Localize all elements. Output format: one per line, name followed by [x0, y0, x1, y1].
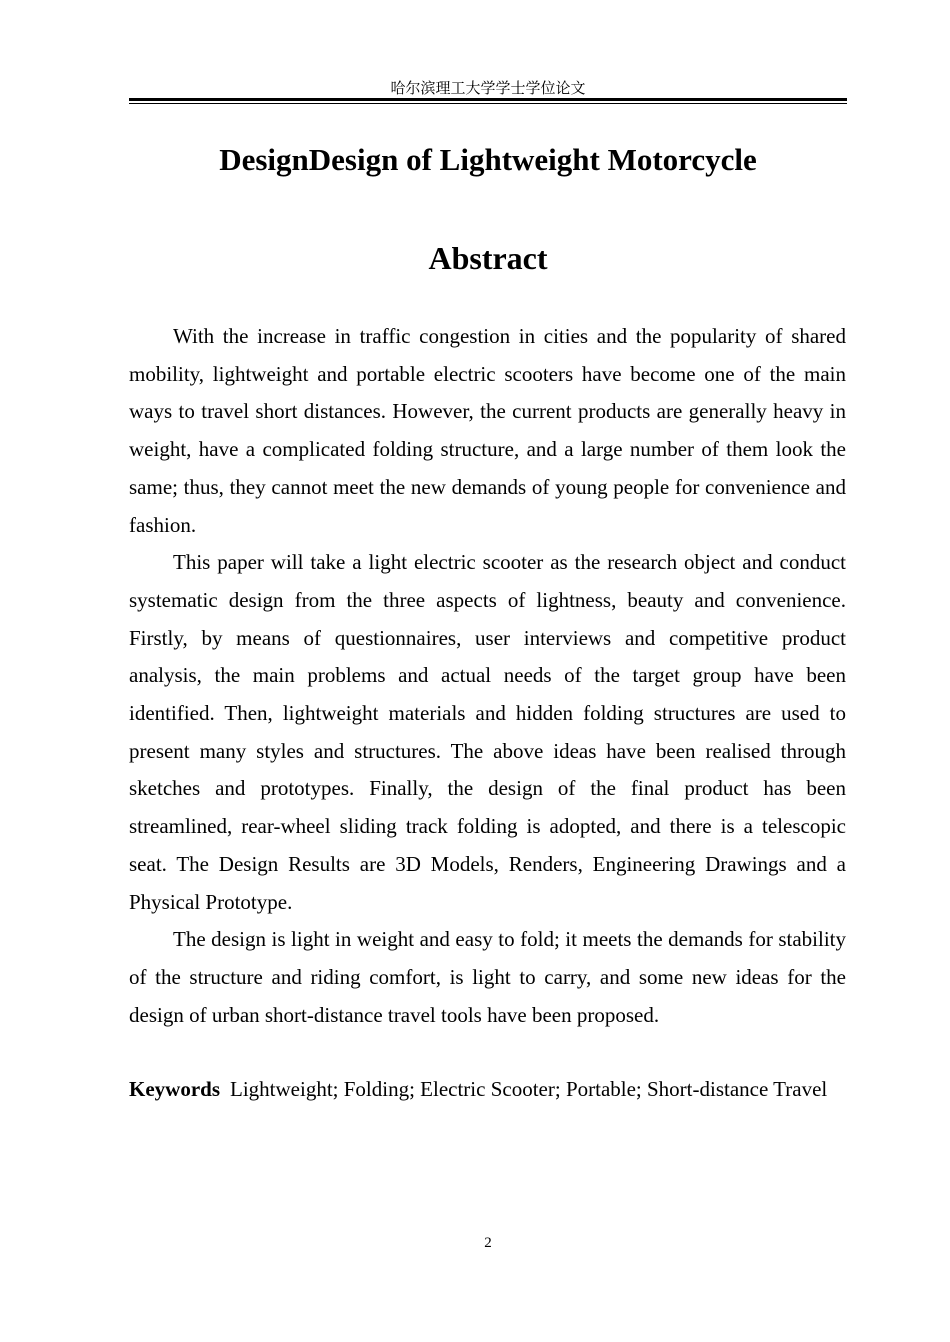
page-number: 2 [484, 1235, 492, 1251]
abstract-paragraph-1: With the increase in traffic congestion in cities and the popularity of shared mobility, lightweight and portable electric scooters have become one of the main ways to travel short distances. However, the current products are generally heavy in weight, have a complicated folding structure, and a large number of them look the same; thus, they cannot meet the new demands of young people for convenience and fashion. [129, 324, 846, 537]
abstract-heading: Abstract [428, 240, 548, 276]
document-title: DesignDesign of Lightweight Motorcycle [219, 142, 757, 177]
keywords-label: Keywords [129, 1077, 220, 1101]
page-header: 哈尔滨理工大学学士学位论文 [390, 79, 586, 97]
keywords-line [129, 1071, 846, 1109]
abstract-body [129, 318, 846, 1034]
header-rule-thin [129, 103, 847, 104]
header-rule-thick [129, 98, 847, 101]
keywords-text: Lightweight; Folding; Electric Scooter; Portable; Short-distance Travel [230, 1077, 828, 1101]
abstract-paragraph-2: This paper will take a light electric scooter as the research object and conduct systematic design from the three aspects of lightness, beauty and convenience. Firstly, by means of questionnaires, user interviews and competitive product analysis, the main problems and actual needs of the target group have been identified. Then, lightweight materials and hidden folding structures are used to present many styles and structures. The above ideas have been realised through sketches and prototypes. Finally, the design of the final product has been streamlined, rear-wheel sliding track folding is adopted, and there is a telescopic seat. The Design Results are 3D Models, Renders, Engineering Drawings and a Physical Prototype. [129, 550, 846, 914]
abstract-paragraph-3: The design is light in weight and easy to fold; it meets the demands for stability of the structure and riding comfort, is light to carry, and some new ideas for the design of urban short-distance travel tools have been proposed. [129, 927, 846, 1027]
